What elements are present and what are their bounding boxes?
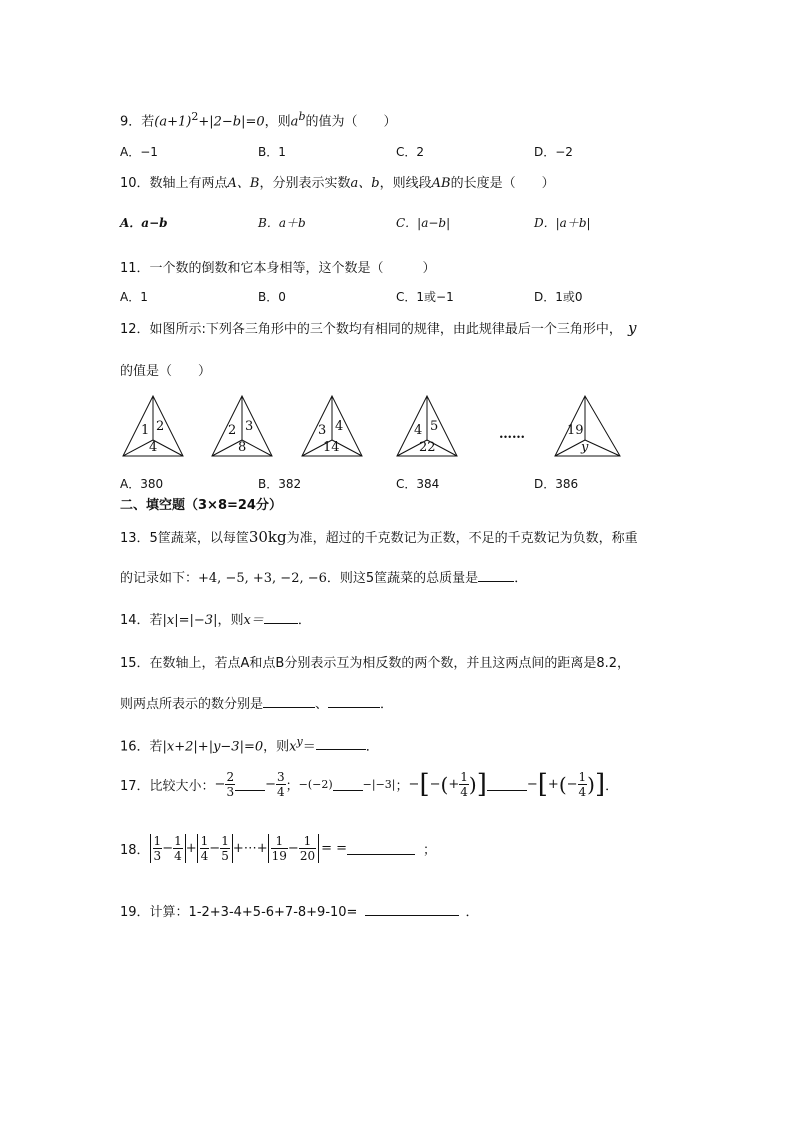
q12-line1: 12．如图所示:下列各三角形中的三个数均有相同的规律，由此规律最后一个三角形中， — [120, 322, 622, 337]
tri5-left: 19 — [567, 423, 584, 438]
question-17: 17．比较大小：− $\frac{2}{3}$ − $\frac{3}{4}$ ；−(−2) −|−3|；−[−(+ $\frac{1}{4}$ )] −[+(− $\frac{1}{4}$ )]． — [120, 769, 619, 800]
q13-end: ． — [514, 571, 528, 586]
q16-b: ，则 — [263, 739, 290, 755]
q16-expr: |x+2|+|y−3|=0 — [162, 739, 264, 755]
tri3-right: 4 — [335, 419, 344, 434]
tri4-left: 4 — [414, 423, 423, 438]
tri4-right: 5 — [430, 419, 439, 434]
q13-a: 13．5筐蔬菜，以每筐 — [120, 531, 249, 546]
q9-label: 9．若 — [120, 114, 155, 130]
tri2-right: 3 — [245, 419, 254, 434]
tri5-bottom: y — [581, 440, 589, 455]
q9-exp: 2 — [191, 110, 199, 123]
q16-eq: ＝ — [302, 739, 316, 755]
q14-b: ，则 — [217, 613, 244, 628]
q17-bracket-close-2: ] — [594, 769, 606, 800]
q10-option-d[interactable]: D．|a＋b| — [534, 216, 591, 230]
q10-option-c[interactable]: C．|a−b| — [396, 216, 451, 230]
question-19 — [120, 901, 478, 920]
q12-option-d[interactable]: D．386 — [534, 477, 579, 491]
q17-part2-a: −(−2) — [298, 778, 333, 791]
tri3-bottom: 14 — [323, 440, 340, 455]
q9-option-d[interactable]: D．−2 — [534, 145, 573, 159]
q14-expr: |x|=|−3| — [162, 613, 218, 628]
triangles-figure — [115, 390, 635, 462]
q10-label: 10．数轴上有两点 — [120, 176, 228, 191]
q15-answer-blank-1[interactable] — [263, 695, 315, 708]
q18-eq: = = — [321, 841, 348, 856]
q16-end: ． — [365, 739, 379, 755]
q17-paren-open-2: ( — [558, 772, 567, 797]
tri1-left: 1 — [141, 423, 150, 438]
q12-option-a[interactable]: A．380 — [120, 477, 164, 491]
q17-minus-4: − — [429, 777, 441, 792]
q17-frac-4: $\frac{1}{4}$ — [578, 770, 587, 799]
question-15: 15．在数轴上，若点A和点B分别表示互为相反数的两个数，并且这两点间的距离是8.2， — [120, 656, 631, 671]
tri2-left: 2 — [228, 423, 237, 438]
q9-end: 的值为（ ） — [305, 114, 397, 130]
question-13 — [120, 527, 638, 546]
q13-answer-blank[interactable] — [478, 569, 514, 582]
q17-sep-2: ； — [395, 779, 409, 794]
q9-option-c[interactable]: C．2 — [396, 145, 425, 159]
q10-segment: AB — [431, 176, 451, 191]
q9-tail: ，则 — [264, 114, 291, 130]
q14-end: ． — [297, 613, 311, 628]
triangle-4 — [397, 396, 457, 456]
q15-line2a: 则两点所表示的数分别是 — [120, 697, 264, 712]
q19-end: ． — [465, 905, 479, 920]
q17-blank-3[interactable] — [487, 778, 527, 791]
q19-answer-blank[interactable] — [365, 903, 459, 916]
q17-blank-1[interactable] — [235, 778, 265, 791]
q15-end: ． — [380, 697, 394, 712]
question-12 — [120, 318, 636, 337]
q17-minus-2: − — [265, 777, 276, 792]
question-9 — [120, 110, 397, 129]
q17-blank-2[interactable] — [333, 778, 363, 791]
tri1-right: 2 — [156, 419, 165, 434]
q13-line2 — [120, 567, 527, 586]
triangle-2 — [212, 396, 272, 456]
q10-option-b[interactable]: B．a＋b — [258, 216, 306, 230]
q17-frac-3: $\frac{1}{4}$ — [460, 770, 468, 799]
q18-abs-2: $\frac{1}{4}$ − $\frac{1}{5}$ — [197, 834, 233, 863]
q17-bracket-open-2: [ — [537, 769, 548, 800]
q9-option-a[interactable]: A．−1 — [120, 145, 158, 159]
q17-minus-5: − — [526, 777, 538, 792]
q18-a: 18． — [120, 843, 150, 858]
question-11: 11．一个数的倒数和它本身相等，这个数是（ ） — [120, 261, 436, 276]
q11-option-d[interactable]: D．1或0 — [534, 290, 583, 304]
q15-answer-blank-2[interactable] — [328, 695, 380, 708]
q13-d: ．则这5筐蔬菜的总质量是 — [326, 571, 479, 586]
tri2-bottom: 8 — [238, 440, 247, 455]
tri1-bottom: 4 — [149, 440, 158, 455]
q15-sep: 、 — [315, 697, 329, 712]
q16-answer-blank[interactable] — [316, 737, 366, 750]
q17-part2-b: −|−3| — [362, 778, 396, 791]
q9-base: a — [290, 114, 299, 130]
q10-vars: a、b — [350, 176, 380, 191]
q18-dots: +⋯+ — [232, 841, 268, 856]
q11-option-b[interactable]: B．0 — [258, 290, 286, 304]
q17-paren-open-1: ( — [440, 772, 449, 797]
q17-bracket-close-1: ] — [476, 769, 487, 800]
q18-abs-3: $\frac{1}{19}$ − $\frac{1}{20}$ — [268, 834, 319, 863]
q17-minus-1: − — [214, 777, 226, 792]
question-14 — [120, 609, 311, 628]
q9-power: b — [298, 110, 306, 123]
q17-a: 17．比较大小： — [120, 779, 215, 794]
q12-line2: 的值是（ ） — [120, 364, 212, 379]
tri3-left: 3 — [318, 423, 327, 438]
question-16 — [120, 735, 379, 754]
triangle-3 — [302, 396, 362, 456]
tri4-bottom: 22 — [419, 440, 436, 455]
q16-a: 16．若 — [120, 739, 163, 755]
q18-end: ； — [423, 843, 437, 858]
q9-option-b[interactable]: B．1 — [258, 145, 286, 159]
q12-option-b[interactable]: B．382 — [258, 477, 302, 491]
q16-power: y — [296, 735, 303, 748]
q10-tail: ，则线段 — [379, 176, 432, 191]
question-10 — [120, 172, 555, 191]
q10-mid: ，分别表示实数 — [259, 176, 351, 191]
q9-expr-b: +|2−b|=0 — [198, 114, 265, 130]
q18-answer-blank[interactable] — [347, 842, 415, 855]
q16-x: x — [289, 739, 297, 755]
q13-b: 为准，超过的千克数记为正数，不足的千克数记为负数，称重 — [286, 531, 638, 546]
q10-points: A、B — [227, 176, 260, 191]
q9-expr-a: (a+1) — [154, 114, 192, 130]
q17-frac-2: $\frac{3}{4}$ — [277, 770, 285, 799]
q18-abs-1: $\frac{1}{3}$ − $\frac{1}{4}$ — [150, 834, 186, 863]
q13-c: 的记录如下： — [120, 571, 199, 586]
q10-option-a[interactable]: A．a−b — [120, 216, 168, 230]
q11-option-a[interactable]: A．1 — [120, 290, 148, 304]
q19-a: 19．计算：1-2+3-4+5-6+7-8+9-10= — [120, 905, 358, 920]
q17-minus-6: − — [566, 777, 578, 792]
q12-y: y — [627, 319, 637, 337]
q15-line2 — [120, 693, 393, 712]
q12-option-c[interactable]: C．384 — [396, 477, 440, 491]
question-18: 18． $\frac{1}{3}$ − $\frac{1}{4}$ + $\frac{1}{4}$ − $\frac{1}{5}$ +⋯+ $\frac{1}{19}$ − $\frac{1}{20}$ = = ； — [120, 834, 437, 863]
sequence-dots: …… — [499, 427, 525, 442]
q17-end: ． — [605, 779, 619, 794]
q14-a: 14．若 — [120, 613, 163, 628]
q13-record: +4, −5, +3, −2, −6 — [198, 571, 327, 586]
q14-x: x＝ — [243, 613, 264, 628]
q17-paren-close-2: ) — [587, 772, 595, 797]
section-fill-in-title: 二、填空题（3×8=24分） — [120, 498, 282, 513]
q10-end: 的长度是（ ） — [450, 176, 555, 191]
q17-bracket-open-1: [ — [419, 769, 430, 800]
q11-option-c[interactable]: C．1或−1 — [396, 290, 454, 304]
triangle-5 — [555, 396, 620, 456]
q17-frac-1: $\frac{2}{3}$ — [226, 770, 235, 799]
q17-sep-1: ； — [285, 779, 299, 794]
q17-minus-3: − — [408, 777, 420, 792]
q13-kg: 30kg — [248, 528, 287, 546]
triangle-1 — [123, 396, 183, 456]
q17-paren-close-1: ) — [468, 772, 477, 797]
q14-answer-blank[interactable] — [264, 611, 298, 624]
